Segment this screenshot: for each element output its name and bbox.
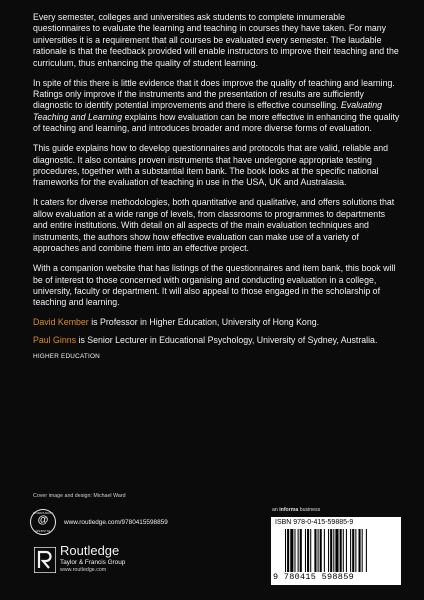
barcode-bars bbox=[285, 529, 395, 572]
author-2 bbox=[33, 335, 401, 346]
book-title-inline: Evaluating Teaching and Learning bbox=[33, 100, 383, 122]
barcode-bar bbox=[305, 529, 306, 572]
barcode-bar bbox=[314, 529, 316, 572]
barcode-bar bbox=[355, 529, 356, 572]
informa-brand: informa bbox=[279, 507, 299, 513]
back-cover-text bbox=[33, 12, 401, 360]
barcode-bar bbox=[310, 529, 311, 572]
barcode-bar bbox=[343, 529, 344, 572]
blurb-paragraph-1: Every semester, colleges and universities ask students to complete innumerable questionnaires to evaluate the learning and teaching in courses they have taken. For many universities it is a requirement that all courses be evaluated every semester. The laudable rationale is that the feedback provided will enable instructors to improve their teaching and the curriculum, thus enhancing the quality of student learning. bbox=[33, 12, 399, 68]
author-1 bbox=[33, 317, 401, 328]
author-1-name: David Kember bbox=[33, 317, 89, 328]
barcode-bar bbox=[318, 529, 319, 572]
barcode-bar bbox=[298, 529, 299, 572]
companion-website-url[interactable]: www.routledge.com/9780415598859 bbox=[64, 519, 168, 526]
informa-prefix: an bbox=[272, 507, 280, 513]
barcode-bar bbox=[320, 529, 322, 572]
barcode-bar bbox=[362, 529, 363, 572]
barcode-bar bbox=[330, 529, 332, 572]
publisher-website[interactable]: www.routledge.com bbox=[60, 567, 107, 573]
barcode-bar bbox=[335, 529, 338, 572]
blurb-paragraph-3: This guide explains how to develop questionnaires and protocols that are valid, reliable and diagnostic. It also contains proven instruments that have undergone appropriate testing procedures, together with a substantial item bank. The book looks at the specific national frameworks for the evaluation of teaching in use in the USA, UK and Australasia. bbox=[33, 143, 389, 188]
isbn-barcode bbox=[271, 517, 401, 585]
barcode-bar bbox=[285, 529, 286, 572]
barcode-bar bbox=[328, 529, 329, 572]
barcode-bar bbox=[294, 529, 295, 572]
cover-credit: Cover image and design: Michael Ward bbox=[33, 493, 126, 499]
barcode-bar bbox=[340, 529, 342, 572]
publisher-group: Taylor & Francis Group bbox=[60, 559, 126, 566]
barcode-bar bbox=[350, 529, 351, 572]
publisher-block bbox=[60, 544, 125, 573]
barcode-bar bbox=[333, 529, 334, 572]
blurb-paragraph-2-text: In spite of this there is little evidence that it does improve the quality of teaching and learning. Ratings only improve if the instruments and the presentation of results are sufficiently diagnostic to identify potential improvements and there is effective counselling. bbox=[33, 77, 395, 111]
barcode-bar bbox=[300, 529, 302, 572]
informa-suffix: business bbox=[298, 507, 321, 513]
barcode-digits bbox=[273, 572, 399, 582]
barcode-number: 9 780415 598859 bbox=[273, 572, 355, 582]
barcode-bar bbox=[359, 529, 361, 572]
author-2-name: Paul Ginns bbox=[33, 335, 77, 346]
barcode-bar bbox=[346, 529, 347, 572]
isbn-label: ISBN 978-0-415-59885-9 bbox=[275, 519, 354, 526]
at-symbol-icon: @ bbox=[37, 514, 49, 526]
subject-category: HIGHER EDUCATION bbox=[33, 353, 100, 361]
publisher-name: Routledge bbox=[60, 543, 120, 558]
barcode-bar bbox=[290, 529, 293, 572]
barcode-bar bbox=[324, 529, 325, 572]
barcode-bar bbox=[366, 529, 367, 572]
blurb-paragraph-4: It caters for diverse methodologies, both quantitative and qualitative, and offers solutions that allow evaluation at a wide range of levels, from classrooms to programmes to departments and entire institutions. With detail on all aspects of the main evaluation techniques and instruments, the authors show how effective evaluation can make use of a variety of approaches and combine them into an effective project. bbox=[33, 197, 395, 254]
website-label: WEBSITE bbox=[35, 529, 51, 533]
companion-website-icon bbox=[30, 509, 56, 535]
author-1-bio: is Professor in Higher Education, University of Hong Kong. bbox=[91, 317, 320, 328]
barcode-bar bbox=[307, 529, 309, 572]
barcode-bar bbox=[352, 529, 354, 572]
author-2-bio: is Senior Lecturer in Educational Psychology, University of Sydney, Australia. bbox=[78, 335, 378, 346]
barcode-bar bbox=[287, 529, 289, 572]
informa-business-line bbox=[272, 507, 320, 513]
routledge-logo-icon bbox=[34, 547, 56, 573]
blurb-paragraph-2 bbox=[33, 78, 401, 135]
companion-label: COMPANION bbox=[32, 511, 54, 515]
blurb-paragraph-2-tail: explains how evaluation can be more effective in enhancing the quality of teaching and learning, and introduces broader and more diverse forms of evaluation. bbox=[33, 111, 400, 134]
blurb-paragraph-5: With a companion website that has listings of the questionnaires and item bank, this book will be of interest to those concerned with organising and conducting evaluation in a college, university, faculty or department. It will also appeal to those engaged in the scholarship of teaching and learning. bbox=[33, 263, 396, 308]
